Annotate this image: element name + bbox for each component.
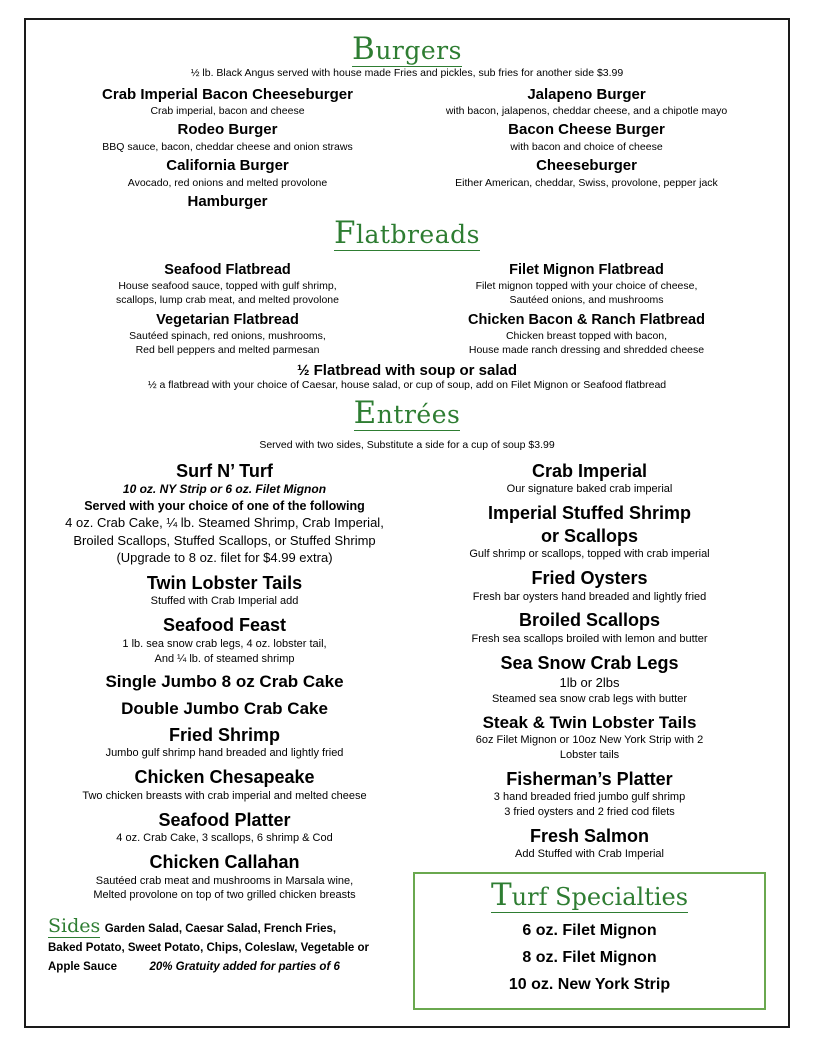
turf-item: 8 oz. Filet Mignon — [522, 948, 657, 966]
section-entrees — [48, 395, 766, 1009]
menu-item-desc: Sautéed spinach, red onions, mushrooms, — [129, 330, 326, 343]
section-flatbreads — [48, 215, 766, 392]
section-burgers — [48, 31, 766, 212]
flatbreads-columns — [48, 257, 766, 358]
sides-line-2: Baked Potato, Sweet Potato, Chips, Coleslaw, Vegetable or — [48, 942, 370, 955]
menu-item-desc: 1 lb. sea snow crab legs, 4 oz. lobster tail, — [122, 637, 327, 650]
menu-item-desc: with bacon, jalapenos, cheddar cheese, and a chipotle mayo — [445, 105, 728, 118]
sides-line-3 — [48, 958, 395, 977]
burgers-right-column — [407, 83, 766, 213]
flatbreads-right-column — [407, 257, 766, 358]
menu-item-desc: Steamed sea snow crab legs with butter — [491, 692, 688, 705]
menu-item-desc: Sautéed onions, and mushrooms — [509, 293, 664, 306]
menu-item-desc: Filet mignon topped with your choice of cheese, — [475, 279, 698, 292]
menu-item-desc: Fresh bar oysters hand breaded and lightly fried — [472, 590, 707, 603]
menu-item-desc: Crab imperial, bacon and cheese — [150, 105, 305, 118]
menu-item-name: Crab Imperial Bacon Cheeseburger — [102, 85, 353, 103]
menu-item-name: Chicken Chesapeake — [134, 767, 315, 788]
menu-item-name: Double Jumbo Crab Cake — [121, 698, 328, 718]
menu-item-name: Imperial Stuffed Shrimp — [487, 503, 692, 524]
menu-item-name: Seafood Flatbread — [164, 261, 291, 278]
menu-item-desc: 4 oz. Crab Cake, 3 scallops, 6 shrimp & Cod — [116, 832, 333, 845]
menu-item-desc: House made ranch dressing and shredded cheese — [468, 344, 705, 357]
menu-item-desc: Add Stuffed with Crab Imperial — [515, 848, 664, 861]
flatbreads-left-column — [48, 257, 407, 358]
menu-item-name: Hamburger — [187, 193, 268, 211]
menu-item-name: Sea Snow Crab Legs — [500, 652, 679, 673]
menu-item-desc: 3 hand breaded fried jumbo gulf shrimp — [493, 791, 686, 804]
menu-item-name: Fresh Salmon — [529, 825, 650, 846]
menu-item-name-cont: or Scallops — [540, 525, 639, 546]
menu-item-name: Single Jumbo 8 oz Crab Cake — [105, 672, 344, 692]
menu-item-desc: BBQ sauce, bacon, cheddar cheese and onion straws — [102, 141, 353, 154]
turf-specialties-title: Turf Specialties — [490, 877, 689, 914]
menu-item-desc: And ¼ lb. of steamed shrimp — [154, 652, 295, 665]
burgers-left-column — [48, 83, 407, 213]
turf-item: 10 oz. New York Strip — [508, 975, 671, 993]
section-title-burgers: Burgers — [352, 31, 462, 67]
menu-item-desc: 6oz Filet Mignon or 10oz New York Strip with 2 — [475, 733, 704, 746]
menu-item-desc: Melted provolone on top of two grilled chicken breasts — [93, 889, 356, 902]
menu-item-desc: Two chicken breasts with crab imperial and melted cheese — [82, 789, 367, 802]
turf-item: 6 oz. Filet Mignon — [522, 921, 657, 939]
menu-item-desc: Lobster tails — [559, 748, 620, 761]
menu-item-desc: Stuffed with Crab Imperial add — [150, 595, 299, 608]
entrees-note: Served with two sides, Substitute a side for a cup of soup $3.99 — [259, 438, 555, 451]
entrees-columns — [48, 455, 766, 1010]
menu-item-name: California Burger — [166, 157, 289, 175]
menu-item-name: Bacon Cheese Burger — [508, 121, 665, 139]
menu-item-name: Cheeseburger — [536, 157, 637, 175]
menu-item-name: Fried Shrimp — [168, 724, 280, 745]
sides-line-1: Garden Salad, Caesar Salad, French Fries, — [104, 923, 337, 936]
menu-item-desc: Either American, cheddar, Swiss, provolone, pepper jack — [455, 177, 718, 190]
section-title-entrees: Entrées — [353, 395, 461, 432]
menu-item-name: Fried Oysters — [531, 568, 648, 589]
menu-item-desc: 3 fried oysters and 2 fried cod filets — [504, 806, 675, 818]
gratuity-note: 20% Gratuity added for parties of 6 — [149, 961, 340, 974]
menu-item-desc: Sautéed crab meat and mushrooms in Marsala wine, — [95, 874, 354, 887]
menu-item-name: Chicken Bacon & Ranch Flatbread — [468, 311, 705, 328]
burgers-columns — [48, 83, 766, 213]
sides-title: Sides — [48, 915, 101, 938]
menu-item-desc: scallops, lump crab meat, and melted provolone — [116, 293, 339, 306]
menu-item-desc: Our signature baked crab imperial — [506, 483, 673, 496]
menu-item-name: Seafood Feast — [162, 615, 287, 636]
menu-item-name: Chicken Callahan — [149, 852, 300, 872]
menu-page — [24, 18, 790, 1028]
section-sides — [48, 917, 401, 977]
menu-item-detail: Served with your choice of one of the following — [84, 499, 365, 514]
menu-item-desc: Avocado, red onions and melted provolone — [127, 177, 328, 190]
menu-item-name: Steak & Twin Lobster Tails — [482, 712, 697, 732]
menu-item-desc: Fresh sea scallops broiled with lemon and butter — [471, 632, 708, 645]
menu-item-detail: Broiled Scallops, Stuffed Scallops, or Stuffed Shrimp — [73, 532, 376, 548]
menu-item-name: ½ Flatbread with soup or salad — [296, 362, 518, 380]
menu-item-detail: 10 oz. NY Strip or 6 oz. Filet Mignon — [122, 482, 327, 497]
menu-item-name: Crab Imperial — [531, 460, 648, 481]
section-title-flatbreads: Flatbreads — [334, 215, 480, 252]
menu-item-name: Fisherman’s Platter — [506, 768, 673, 789]
menu-item-desc: Jumbo gulf shrimp hand breaded and lightly fried — [105, 747, 344, 760]
menu-item-desc: Chicken breast topped with bacon, — [505, 330, 668, 343]
menu-item-desc: Red bell peppers and melted parmesan — [135, 344, 320, 357]
turf-specialties-box — [413, 872, 766, 1009]
entrees-left-column — [48, 455, 407, 1010]
menu-item-name: Filet Mignon Flatbread — [509, 261, 664, 278]
menu-item-detail: 1lb or 2lbs — [559, 675, 620, 691]
menu-item-name: Surf N’ Turf — [176, 460, 273, 481]
menu-item-name: Vegetarian Flatbread — [156, 311, 299, 328]
menu-content — [26, 20, 788, 1020]
menu-item-name: Broiled Scallops — [518, 610, 661, 631]
sides-line-3-text: Apple Sauce — [48, 961, 118, 974]
menu-item-name: Rodeo Burger — [177, 121, 278, 139]
menu-item-name: Seafood Platter — [158, 809, 291, 830]
menu-item-detail: 4 oz. Crab Cake, ¼ lb. Steamed Shrimp, Crab Imperial, — [65, 515, 384, 531]
menu-item-name: Jalapeno Burger — [527, 85, 646, 103]
menu-item-desc: House seafood sauce, topped with gulf shrimp, — [118, 279, 337, 292]
burgers-note: ½ lb. Black Angus served with house made Fries and pickles, sub fries for another side $3.99 — [190, 66, 624, 79]
menu-item-desc: with bacon and choice of cheese — [510, 141, 663, 154]
menu-item-desc: ½ a flatbread with your choice of Caesar, house salad, or cup of soup, add on Filet Mignon or Seafood flatbread — [147, 379, 667, 392]
entrees-right-column — [407, 455, 766, 1010]
menu-item-desc: Gulf shrimp or scallops, topped with crab imperial — [469, 548, 710, 561]
menu-item-detail: (Upgrade to 8 oz. filet for $4.99 extra) — [116, 550, 333, 566]
menu-item-name: Twin Lobster Tails — [146, 572, 303, 593]
